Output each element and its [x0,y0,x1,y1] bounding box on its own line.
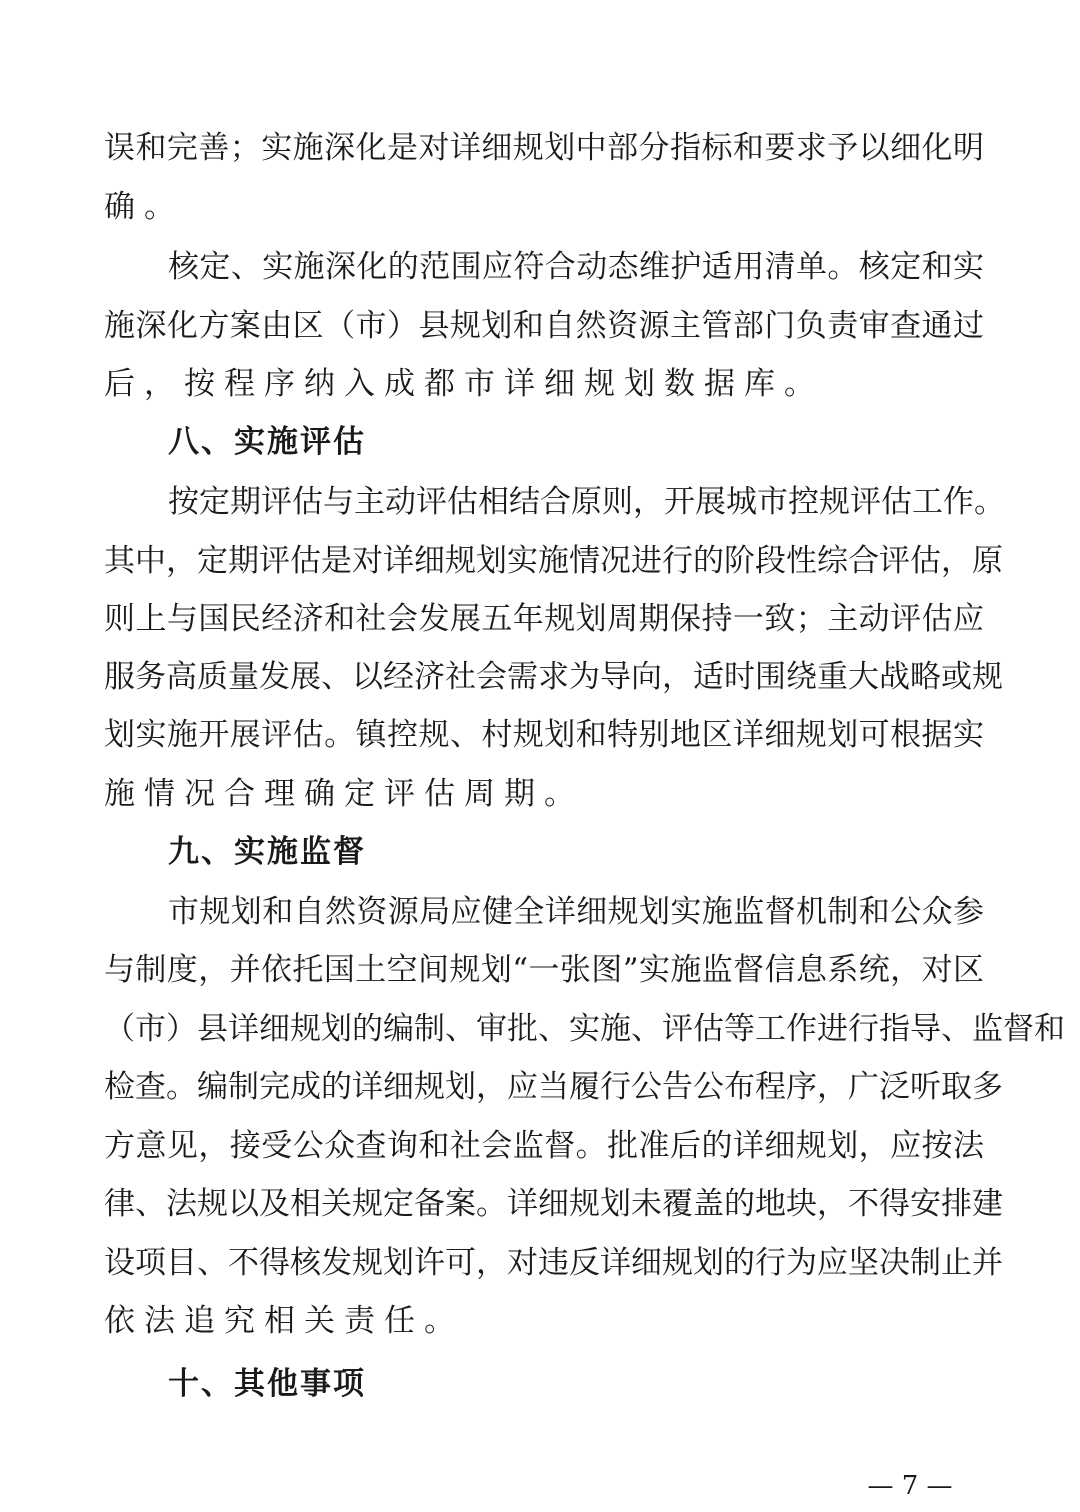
page-number: — 7 — [867,1471,953,1501]
body-text-line: 与制度，并依托国土空间规划“一张图”实施监督信息系统，对区 [104,952,984,988]
body-text-line: 方意见，接受公众查询和社会监督。批准后的详细规划，应按法 [104,1128,984,1164]
body-text-line: 划实施开展评估。镇控规、村规划和特别地区详细规划可根据实 [104,717,984,753]
body-text-line: 确。 [104,189,184,225]
section-heading-10: 十、其他事项 [168,1366,366,1402]
body-text-line: 服务高质量发展、以经济社会需求为导向，适时围绕重大战略或规 [104,659,1003,695]
body-text-line: 律、法规以及相关规定备案。详细规划未覆盖的地块，不得安排建 [104,1186,1003,1222]
section-heading-9: 九、实施监督 [168,834,366,870]
body-text-line: 其中，定期评估是对详细规划实施情况进行的阶段性综合评估，原 [104,543,1003,579]
body-text-line: 检查。编制完成的详细规划，应当履行公告公布程序，广泛听取多 [104,1069,1003,1105]
body-text-line: 按定期评估与主动评估相结合原则，开展城市控规评估工作。 [168,484,1005,520]
body-text-line: 市规划和自然资源局应健全详细规划实施监督机制和公众参 [168,894,984,930]
body-text-line: 则上与国民经济和社会发展五年规划周期保持一致；主动评估应 [104,601,984,637]
section-heading-8: 八、实施评估 [168,424,366,460]
body-text-line: 施深化方案由区（市）县规划和自然资源主管部门负责审查通过 [104,308,984,344]
body-text-line: 施情况合理确定评估周期。 [104,776,584,812]
body-text-line: 核定、实施深化的范围应符合动态维护适用清单。核定和实 [168,249,984,285]
body-text-line: 后，按程序纳入成都市详细规划数据库。 [104,366,824,402]
body-text-line: 误和完善；实施深化是对详细规划中部分指标和要求予以细化明 [104,130,984,166]
body-text-line: 设项目、不得核发规划许可，对违反详细规划的行为应坚决制止并 [104,1245,1003,1281]
body-text-line: （市）县详细规划的编制、审批、实施、评估等工作进行指导、监督和 [104,1011,1065,1047]
body-text-line: 依法追究相关责任。 [104,1303,464,1339]
